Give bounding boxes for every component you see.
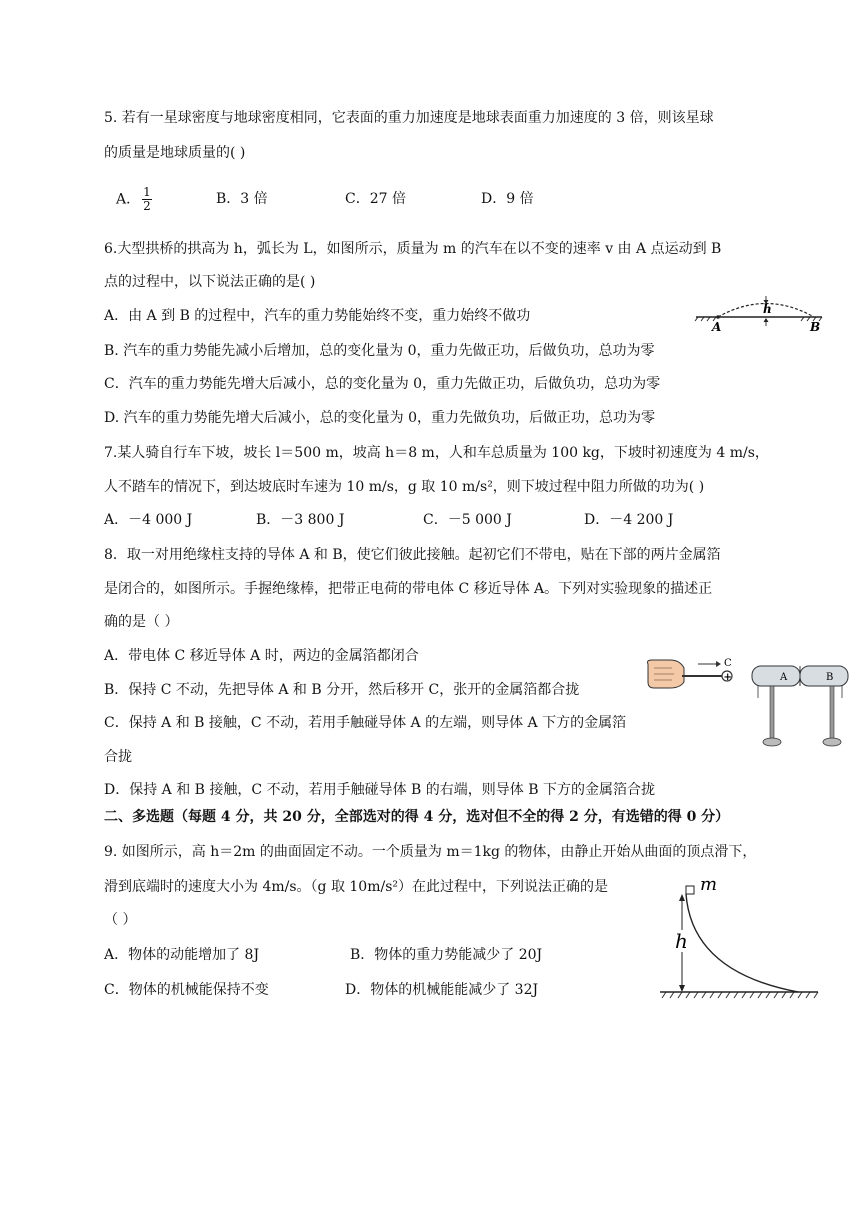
arrow-head-up-icon xyxy=(679,894,685,901)
q9-stem-line2: 滑到底端时的速度大小为 4m/s。（g 取 10m/s²）在此过程中，下列说法正确的是 xyxy=(104,879,608,895)
label-m: m xyxy=(700,874,718,895)
conductor-a xyxy=(752,666,800,686)
q7-option-b: B．－3 800 J xyxy=(256,512,345,528)
ground-hatching xyxy=(662,992,818,998)
q9-option-c: C．物体的机械能保持不变 xyxy=(104,982,269,998)
stand-b xyxy=(830,686,834,740)
q6-stem-line1: 6.大型拱桥的拱高为 h，弧长为 L，如图所示，质量为 m 的汽车在以不变的速率 v 由 A 点运动到 B xyxy=(104,241,722,257)
q7-option-d: D．－4 200 J xyxy=(584,512,674,528)
arrow-right-icon xyxy=(716,661,721,667)
label-b: B xyxy=(810,320,821,334)
q5-option-b: B．3 倍 xyxy=(216,191,268,207)
section-heading: 二、多选题（每题 4 分，共 20 分，全部选对的得 4 分，选对但不全的得 2 分，有选错的得 0 分） xyxy=(104,809,730,825)
q7-option-c: C．－5 000 J xyxy=(423,512,512,528)
q5-option-c: C．27 倍 xyxy=(345,191,406,207)
arrow-head-down-icon xyxy=(679,985,685,992)
q9-option-d: D．物体的机械能能减少了 32J xyxy=(345,982,539,998)
q9-option-a: A．物体的动能增加了 8J xyxy=(104,947,260,963)
base-b xyxy=(823,738,841,746)
q8-option-c-line2: 合拢 xyxy=(104,749,132,765)
q6-option-b: B. 汽车的重力势能先减小后增加，总的变化量为 0，重力先做正功，后做负功，总功为零 xyxy=(104,343,655,359)
q8-option-b: B．保持 C 不动，先把导体 A 和 B 分开，然后移开 C，张开的金属箔都合拢 xyxy=(104,682,580,698)
arch-bridge-diagram xyxy=(694,296,826,336)
point-a xyxy=(716,315,720,319)
base-a xyxy=(763,738,781,746)
q8-option-d: D．保持 A 和 B 接触，C 不动，若用手触碰导体 B 的右端，则导体 B 下方的金属箔合拢 xyxy=(104,782,655,798)
q7-stem-line2: 人不踏车的情况下，到达坡底时车速为 10 m/s，g 取 10 m/s²，则下坡过程中阻力所做的功为( ) xyxy=(104,479,705,495)
q6-option-c: C．汽车的重力势能先增大后减小，总的变化量为 0，重力先做正功，后做负功，总功为零 xyxy=(104,376,661,392)
fraction-denominator: 2 xyxy=(143,199,151,213)
q5-option-a-fraction xyxy=(142,186,152,213)
stand-a xyxy=(770,686,774,740)
q8-option-c-line1: C．保持 A 和 B 接触，C 不动，若用手触碰导体 A 的左端，则导体 A 下方的金属箔 xyxy=(104,715,627,731)
curved-surface-diagram xyxy=(658,872,822,1004)
q5-option-d: D．9 倍 xyxy=(481,191,534,207)
q9-option-b: B．物体的重力势能减少了 20J xyxy=(350,947,543,963)
block-m xyxy=(686,886,694,894)
q5-stem-line1: 5. 若有一星球密度与地球密度相同，它表面的重力加速度是地球表面重力加速度的 3 倍，则该星球 xyxy=(104,110,714,126)
q8-stem-line1: 8．取一对用绝缘柱支持的导体 A 和 B，使它们彼此接触。起初它们不带电，贴在下部的两片金属箔 xyxy=(104,547,721,563)
label-conductor-b: B xyxy=(826,672,834,683)
q8-stem-line3: 确的是（ ） xyxy=(104,614,179,630)
label-h: h xyxy=(763,302,772,316)
q9-stem-line3: （ ） xyxy=(104,912,137,928)
label-a: A xyxy=(712,320,722,334)
plus-sign: + xyxy=(723,672,732,683)
label-h: h xyxy=(675,929,688,953)
q8-option-a: A．带电体 C 移近导体 A 时，两边的金属箔都闭合 xyxy=(104,648,419,664)
q8-stem-line2: 是闭合的，如图所示。手握绝缘棒，把带正电荷的带电体 C 移近导体 A。下列对实验现象的描述正 xyxy=(104,581,713,597)
q6-option-d: D. 汽车的重力势能先增大后减小，总的变化量为 0，重力先做负功，后做正功，总功为零 xyxy=(104,410,655,426)
q6-stem-line2: 点的过程中，以下说法正确的是( ) xyxy=(104,274,316,290)
curved-surface xyxy=(686,894,798,992)
label-c: C xyxy=(724,658,732,669)
conductor-experiment-diagram xyxy=(644,654,852,754)
q9-stem-line1: 9. 如图所示，高 h＝2m 的曲面固定不动。一个质量为 m＝1kg 的物体，由静止开始从曲面的顶点滑下， xyxy=(104,844,757,860)
fraction-numerator: 1 xyxy=(143,185,151,199)
conductor-b xyxy=(800,666,848,686)
q7-stem-line1: 7.某人骑自行车下坡，坡长 l＝500 m，坡高 h＝8 m，人和车总质量为 100 kg，下坡时初速度为 4 m/s， xyxy=(104,445,769,461)
q5-stem-line2: 的质量是地球质量的( ) xyxy=(104,145,246,161)
arrow-head-up-icon xyxy=(764,318,769,322)
q6-option-a: A．由 A 到 B 的过程中，汽车的重力势能始终不变，重力始终不做功 xyxy=(104,308,531,324)
label-conductor-a: A xyxy=(780,672,788,683)
q5-option-a-prefix: A． xyxy=(116,191,141,208)
q5-option-a xyxy=(116,186,154,213)
q7-option-a: A．－4 000 J xyxy=(104,512,193,528)
